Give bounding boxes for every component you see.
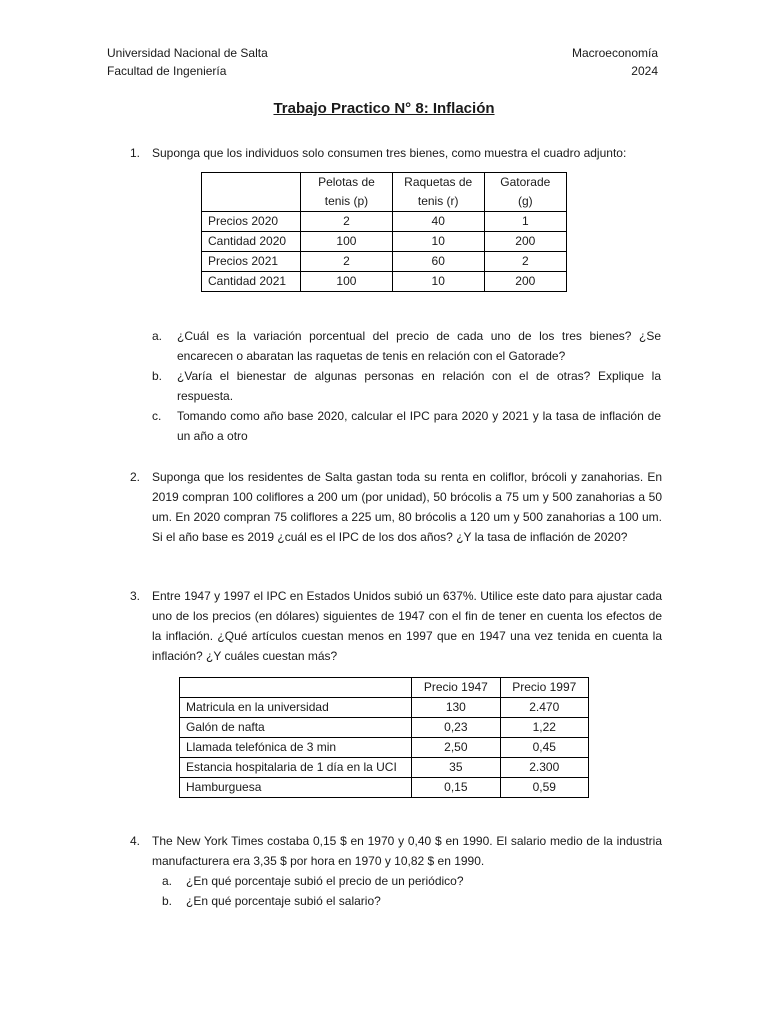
table-row	[202, 252, 567, 272]
table-cell: 100	[301, 272, 393, 292]
question-3-text: Entre 1947 y 1997 el IPC en Estados Unidos subió un 637%. Utilice este dato para ajustar cada uno de los precios (en dólares) siguientes de 1947 con el fin de tener en cuenta los efectos de la inflación. ¿Qué artículos cuestan menos en 1997 que en 1947 una vez tenida en cuenta la inflación? ¿Y cuáles cuestan más?	[152, 589, 662, 663]
header-line: (g)	[517, 194, 533, 208]
header-left	[107, 44, 268, 80]
table-cell: 0,15	[412, 778, 500, 798]
table-row	[180, 758, 589, 778]
table-cell: 60	[392, 252, 484, 272]
header-line: Gatorade	[500, 175, 551, 189]
table-row	[202, 232, 567, 252]
subitem-text: ¿Cuál es la variación porcentual del precio de cada uno de los tres bienes? ¿Se encarecen o abaratan las raquetas de tenis en relación con el Gatorade?	[177, 329, 661, 363]
faculty-name: Facultad de Ingeniería	[107, 64, 227, 78]
row-label: Llamada telefónica de 3 min	[180, 738, 412, 758]
question-number: 2.	[130, 470, 141, 484]
table-cell: 10	[392, 232, 484, 252]
header-right	[572, 44, 658, 80]
table-cell: 2	[484, 252, 566, 272]
row-label: Precios 2021	[202, 252, 301, 272]
table-row	[180, 718, 589, 738]
table-header-row	[202, 173, 567, 212]
goods-table	[201, 172, 567, 292]
page-title: Trabajo Practico N° 8: Inflación	[273, 100, 495, 117]
table-header-cell	[392, 173, 484, 212]
header-line: tenis (p)	[324, 194, 369, 208]
table-header-corner	[180, 678, 412, 698]
question-2-text: Suponga que los residentes de Salta gastan toda su renta en coliflor, brócoli y zanahorias. En 2019 compran 100 coliflores a 200 um (por unidad), 50 brócolis a 75 um y 500 zanahorias a 50 um. En 2020 compran 75 coliflores a 225 um, 80 brócolis a 120 um y 500 zanahorias a 100 um. Si el año base es 2019 ¿cuál es el IPC de los dos años? ¿Y la tasa de inflación de 2020?	[152, 470, 662, 544]
table-row	[180, 698, 589, 718]
table-cell: 35	[412, 758, 500, 778]
subitem-letter: b.	[152, 369, 163, 383]
table-cell: 200	[484, 272, 566, 292]
table-row	[202, 272, 567, 292]
table-cell: 1,22	[500, 718, 588, 738]
table-cell: 40	[392, 212, 484, 232]
subitem-letter: c.	[152, 409, 162, 423]
subitem-b	[152, 891, 662, 911]
question-number: 4.	[130, 834, 141, 848]
row-label: Galón de nafta	[180, 718, 412, 738]
question-4-text: The New York Times costaba 0,15 $ en 1970 y 0,40 $ en 1990. El salario medio de la industria manufacturera era 3,35 $ por hora en 1970 y 10,82 $ en 1990.	[152, 834, 662, 868]
table-cell: 0,45	[500, 738, 588, 758]
question-number: 1.	[130, 146, 141, 160]
course-year: 2024	[631, 64, 658, 78]
row-label: Cantidad 2020	[202, 232, 301, 252]
row-label: Matricula en la universidad	[180, 698, 412, 718]
table-header-cell: Precio 1997	[500, 678, 588, 698]
table-row	[202, 212, 567, 232]
subitem-a	[152, 871, 662, 891]
subitem-text: Tomando como año base 2020, calcular el IPC para 2020 y 2021 y la tasa de inflación de un año a otro	[177, 409, 661, 443]
subitem-letter: a.	[162, 874, 173, 888]
row-label: Estancia hospitalaria de 1 día en la UCI	[180, 758, 412, 778]
table-row	[180, 778, 589, 798]
table-header-cell	[484, 173, 566, 212]
question-1-intro: Suponga que los individuos solo consumen tres bienes, como muestra el cuadro adjunto:	[152, 146, 627, 160]
subitem-text: ¿En qué porcentaje subió el precio de un periódico?	[186, 874, 464, 888]
subitem-text: ¿Varía el bienestar de algunas personas en relación con el de otras? Explique la respuesta.	[177, 369, 661, 403]
table-cell: 10	[392, 272, 484, 292]
table-cell: 100	[301, 232, 393, 252]
row-label: Hamburguesa	[180, 778, 412, 798]
question-number: 3.	[130, 589, 141, 603]
table-cell: 2	[301, 212, 393, 232]
table-cell: 2	[301, 252, 393, 272]
row-label: Cantidad 2021	[202, 272, 301, 292]
table-cell: 2.470	[500, 698, 588, 718]
header-line: Pelotas de	[318, 175, 375, 189]
table-cell: 2,50	[412, 738, 500, 758]
header-line: tenis (r)	[417, 194, 459, 208]
subitem-text: ¿En qué porcentaje subió el salario?	[186, 894, 381, 908]
subitem-letter: b.	[162, 894, 173, 908]
subitem-c	[152, 406, 661, 446]
table-header-corner	[202, 173, 301, 212]
table-cell: 1	[484, 212, 566, 232]
row-label: Precios 2020	[202, 212, 301, 232]
table-cell: 0,59	[500, 778, 588, 798]
prices-table	[179, 677, 589, 798]
table-cell: 0,23	[412, 718, 500, 738]
subitem-a	[152, 326, 661, 366]
table-row	[180, 738, 589, 758]
subitem-letter: a.	[152, 329, 163, 343]
header-line: Raquetas de	[404, 175, 473, 189]
table-cell: 2.300	[500, 758, 588, 778]
table-header-cell	[301, 173, 393, 212]
university-name: Universidad Nacional de Salta	[107, 46, 268, 60]
table-header-row	[180, 678, 589, 698]
table-cell: 200	[484, 232, 566, 252]
table-cell: 130	[412, 698, 500, 718]
subitem-b	[152, 366, 661, 406]
question-1-subitems	[152, 326, 661, 446]
table-header-cell: Precio 1947	[412, 678, 500, 698]
subject-name: Macroeconomía	[571, 46, 658, 60]
